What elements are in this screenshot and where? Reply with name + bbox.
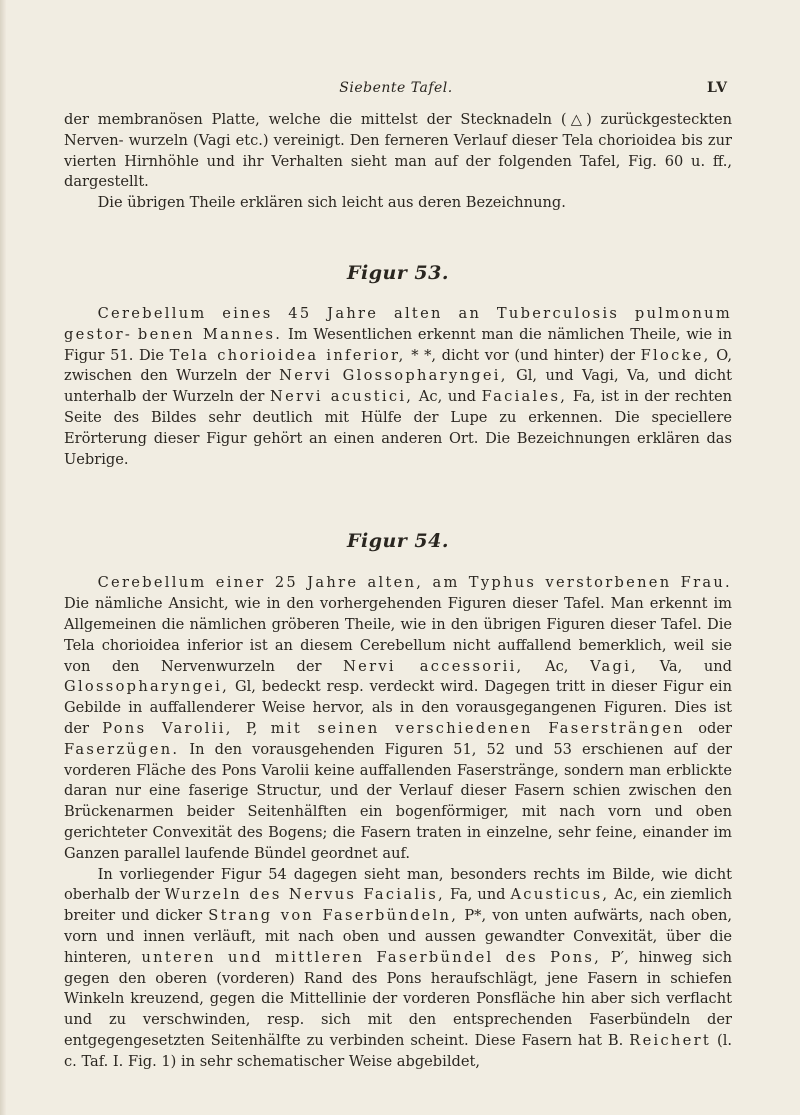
spaced-text: Acusticus, — [510, 886, 610, 904]
page-edge — [0, 0, 6, 1115]
spaced-text: Tela chorioidea inferior, — [169, 346, 406, 364]
body-text: In vorliegender Figur 54 dagegen sieht man, besonders rechts im Bilde, wie dicht oberhalb der — [64, 865, 732, 904]
page-header — [64, 80, 728, 100]
spaced-text: Pons Varolii, — [102, 719, 233, 737]
spaced-text: Cerebellum eines 45 Jahre alten an Tuberculosis pulmonum gestor- — [64, 304, 732, 343]
spaced-text: Reichert — [629, 1031, 712, 1049]
page-number: LV — [706, 80, 728, 96]
figure-54-heading: Figur 54. — [347, 530, 449, 553]
intro-line-3: Hirnhöhle und ihr Verhalten sieht man auf der folgenden Tafel, Fig. 60 u. ff., dargestellt. — [64, 152, 733, 191]
body-text: Gl, bedeckt resp. verdeckt wird. Dagegen tritt in dieser Figur ein Gebilde in auffallenderer Weise hervor, als in den vorausgegangenen Figuren. Dies ist der — [64, 678, 732, 737]
spaced-text: Faserzügen. — [64, 740, 180, 758]
spaced-text: Wurzeln des Nervus Facialis, — [164, 886, 445, 904]
intro-paragraph-2: Die übrigen Theile erklären sich leicht aus deren Bezeichnung. — [97, 194, 566, 212]
intro-line-2: wurzeln (Vagi etc.) vereinigt. Den ferneren Verlauf dieser Tela chorioidea bis zur vierten — [64, 131, 732, 170]
body-text: oder — [684, 719, 733, 737]
body-text: Fa, und — [444, 886, 511, 904]
body-text: P*, von unten aufwärts, nach oben, vorn und innen verläuft, mit nach oben und aussen gewandter Convexität, über die hinteren, — [64, 907, 732, 966]
body-text: P′, hinweg sich gegen den oberen (vorderen) Rand des Pons heraufschlägt, jene Fasern in schiefen Winkeln kreuzend, gegen die Mittellinie der vorderen Ponsfläche hin aber sich verflacht und zu verschwinden, resp. sich mit den entsprechenden Faserbündeln der entgegengesetzten Seitenhälfte zu verbinden scheint. Diese Fasern hat B. — [64, 948, 732, 1049]
spaced-text: Nervi Glossopharyngei, — [279, 367, 508, 385]
body-text: Ac, und — [413, 388, 482, 406]
body-text: Fa, ist in der rechten Seite des Bildes sehr deutlich mit Hülfe der Lupe zu erkennen. Die speciellere Erörterung dieser Figur gehört an einen anderen Ort. Die Bezeichnungen erklären das Uebrige. — [64, 388, 732, 468]
body-text: O, zwischen den Wurzeln der — [64, 346, 732, 385]
spaced-text: Nervi acustici, — [270, 388, 414, 406]
spaced-text: Cerebellum einer 25 Jahre alten, am Typhus verstorbenen Frau. — [97, 574, 732, 592]
spaced-text: benen Mannes. — [137, 325, 283, 343]
body-text: Ac, — [523, 657, 591, 675]
body-text: Gl, und Vagi, Va, und dicht unterhalb der Wurzeln der — [64, 367, 732, 406]
spaced-text: Glossopharyngei, — [64, 678, 230, 696]
body-text: Ac, ein ziemlich breiter und dicker — [64, 886, 732, 925]
figure-53-heading: Figur 53. — [347, 261, 449, 284]
figure-54-paragraph-1 — [64, 573, 732, 864]
intro-paragraph — [64, 110, 732, 193]
body-text: Im Wesentlichen erkennt man die nämlichen Theile, wie in Figur 51. Die — [64, 325, 733, 364]
spaced-text: unteren und mittleren Faserbündel des Pons, — [141, 948, 602, 966]
body-text: * *, dicht vor (und hinter) der — [405, 346, 641, 364]
body-text: Die nämliche Ansicht, wie in den vorhergehenden Figuren dieser Tafel. Man erkennt im Allgemeinen die nämlichen gröberen Theile, wie in den übrigen Figuren dieser Tafel. Die Tela chorioidea inferior ist an diesem Cerebellum nicht auffallend bemerklich, weil sie von den Nervenwurzeln der — [64, 595, 732, 675]
spaced-text: Strang von Faserbündeln, — [208, 907, 459, 925]
body-text: In den vorausgehenden Figuren 51, 52 und 53 erschienen auf der vorderen Fläche des Pons Varolii keine auffallenden Faserstränge, sondern man erblickte daran nur eine faserige Structur, und der Verlauf dieser Fasern schien zwischen den Brückenarmen beider Seitenhälften ein bogenförmiger, mit nach vorn und oben gerichteter Convexität des Bogens; die Fasern traten in einzelne, sehr feine, einander im Ganzen parallel laufende Bündel geordnet auf. — [64, 740, 732, 862]
body-text: (l. c. Taf. I. Fig. 1) in sehr schematischer Weise abgebildet, — [64, 1031, 733, 1070]
spaced-text: Nervi accessorii, — [343, 657, 524, 675]
body-text: Va, und — [638, 657, 733, 675]
spaced-text: Vagi, — [590, 657, 639, 675]
spaced-text: Faciales, — [481, 388, 568, 406]
spaced-text: mit seinen verschiedenen Fasersträngen — [270, 719, 685, 737]
spaced-text: Flocke, — [640, 346, 711, 364]
page-body — [64, 110, 732, 1072]
figure-53-paragraph — [64, 304, 732, 470]
running-head: Siebente Tafel. — [339, 80, 453, 96]
figure-54-paragraph-2 — [64, 865, 732, 1073]
body-text: P, — [232, 719, 271, 737]
intro-line-1: der membranösen Platte, welche die mittelst der Stecknadeln (△) zurückgesteckten Nerven- — [64, 111, 732, 149]
